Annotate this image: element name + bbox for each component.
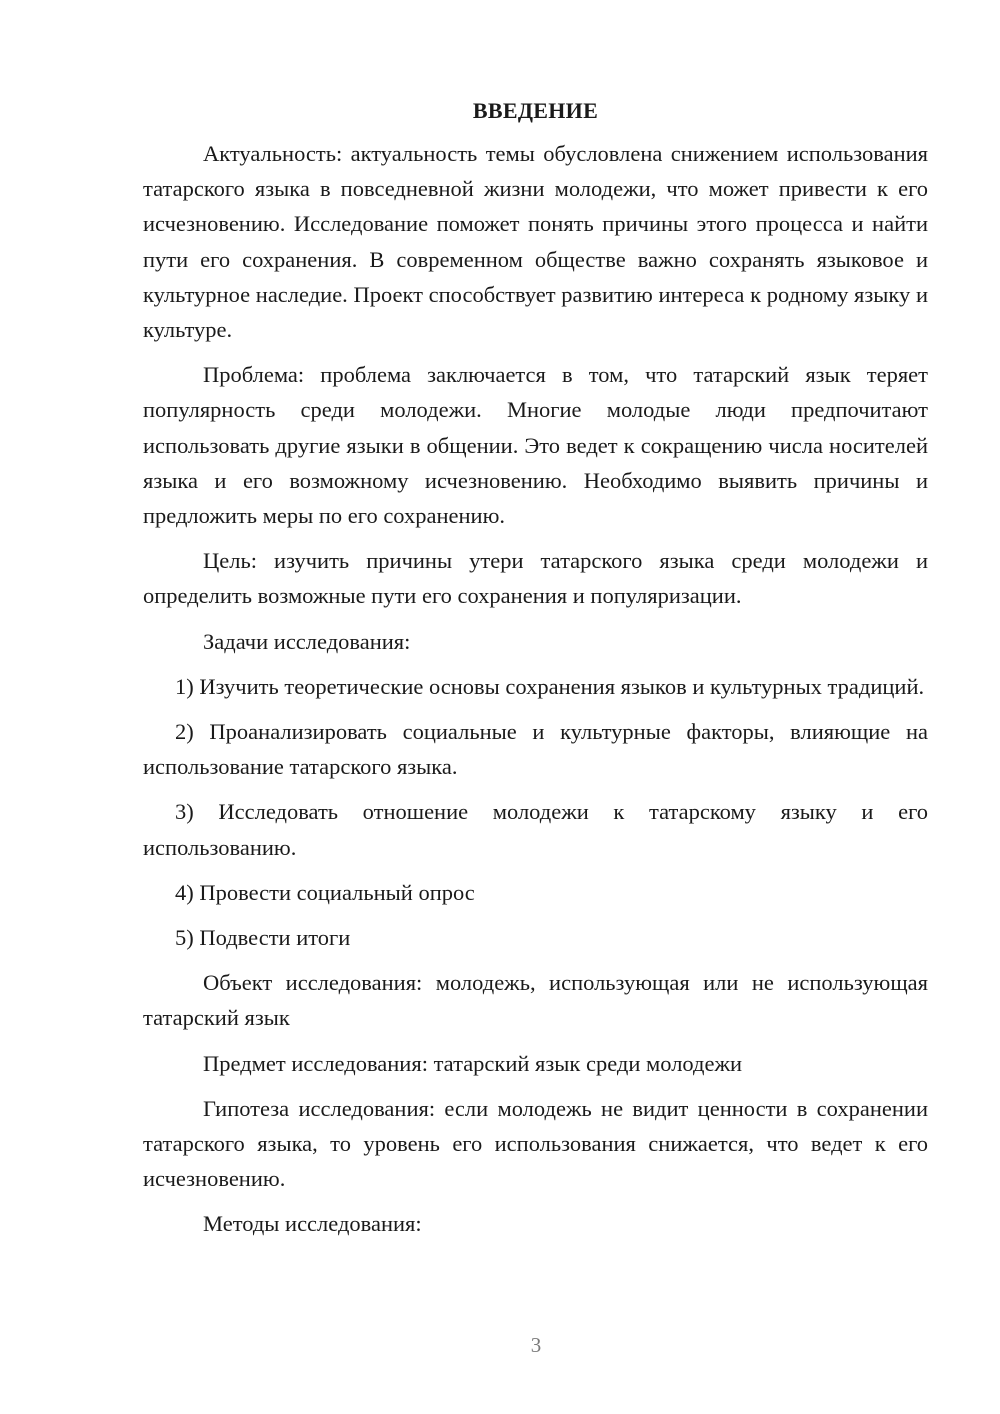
document-page	[143, 96, 928, 1252]
tasks-heading: Задачи исследования:	[203, 628, 411, 654]
task-item-1: 1) Изучить теоретические основы сохранения языков и культурных традиций.	[175, 673, 925, 699]
paragraph-hypothesis: Гипотеза исследования: если молодежь не видит ценности в сохранении татарского языка, то уровень его использования снижается, что ведет к его исчезновению.	[143, 1095, 928, 1192]
task-item-4: 4) Провести социальный опрос	[175, 879, 475, 905]
paragraph-goal: Цель: изучить причины утери татарского языка среди молодежи и определить возможные пути его сохранения и популяризации.	[143, 548, 928, 609]
paragraph-problem: Проблема: проблема заключается в том, что татарский язык теряет популярность среди молодежи. Многие молодые люди предпочитают использовать другие языки в общении. Это ведет к сокращению числа носителей языка и его возможному исчезновению. Необходимо выявить причины и предложить меры по его сохранению.	[143, 362, 928, 529]
paragraph-object: Объект исследования: молодежь, использующая или не использующая татарский язык	[143, 970, 928, 1031]
task-item-2: 2) Проанализировать социальные и культурные факторы, влияющие на использование татарского языка.	[143, 719, 928, 780]
task-item-3: 3) Исследовать отношение молодежи к татарскому языку и его использованию.	[143, 799, 928, 860]
section-title: ВВЕДЕНИЕ	[472, 98, 599, 123]
paragraph-subject: Предмет исследования: татарский язык среди молодежи	[203, 1050, 743, 1076]
methods-heading: Методы исследования:	[203, 1211, 422, 1237]
paragraph-relevance: Актуальность: актуальность темы обусловлена снижением использования татарского языка в повседневной жизни молодежи, что может привести к его исчезновению. Исследование поможет понять причины этого процесса и найти пути его сохранения. В современном обществе важно сохранять языковое и культурное наследие. Проект способствует развитию интереса к родному языку и культуре.	[143, 141, 928, 343]
task-item-5: 5) Подвести итоги	[175, 925, 351, 951]
page-number: 3	[530, 1333, 542, 1357]
